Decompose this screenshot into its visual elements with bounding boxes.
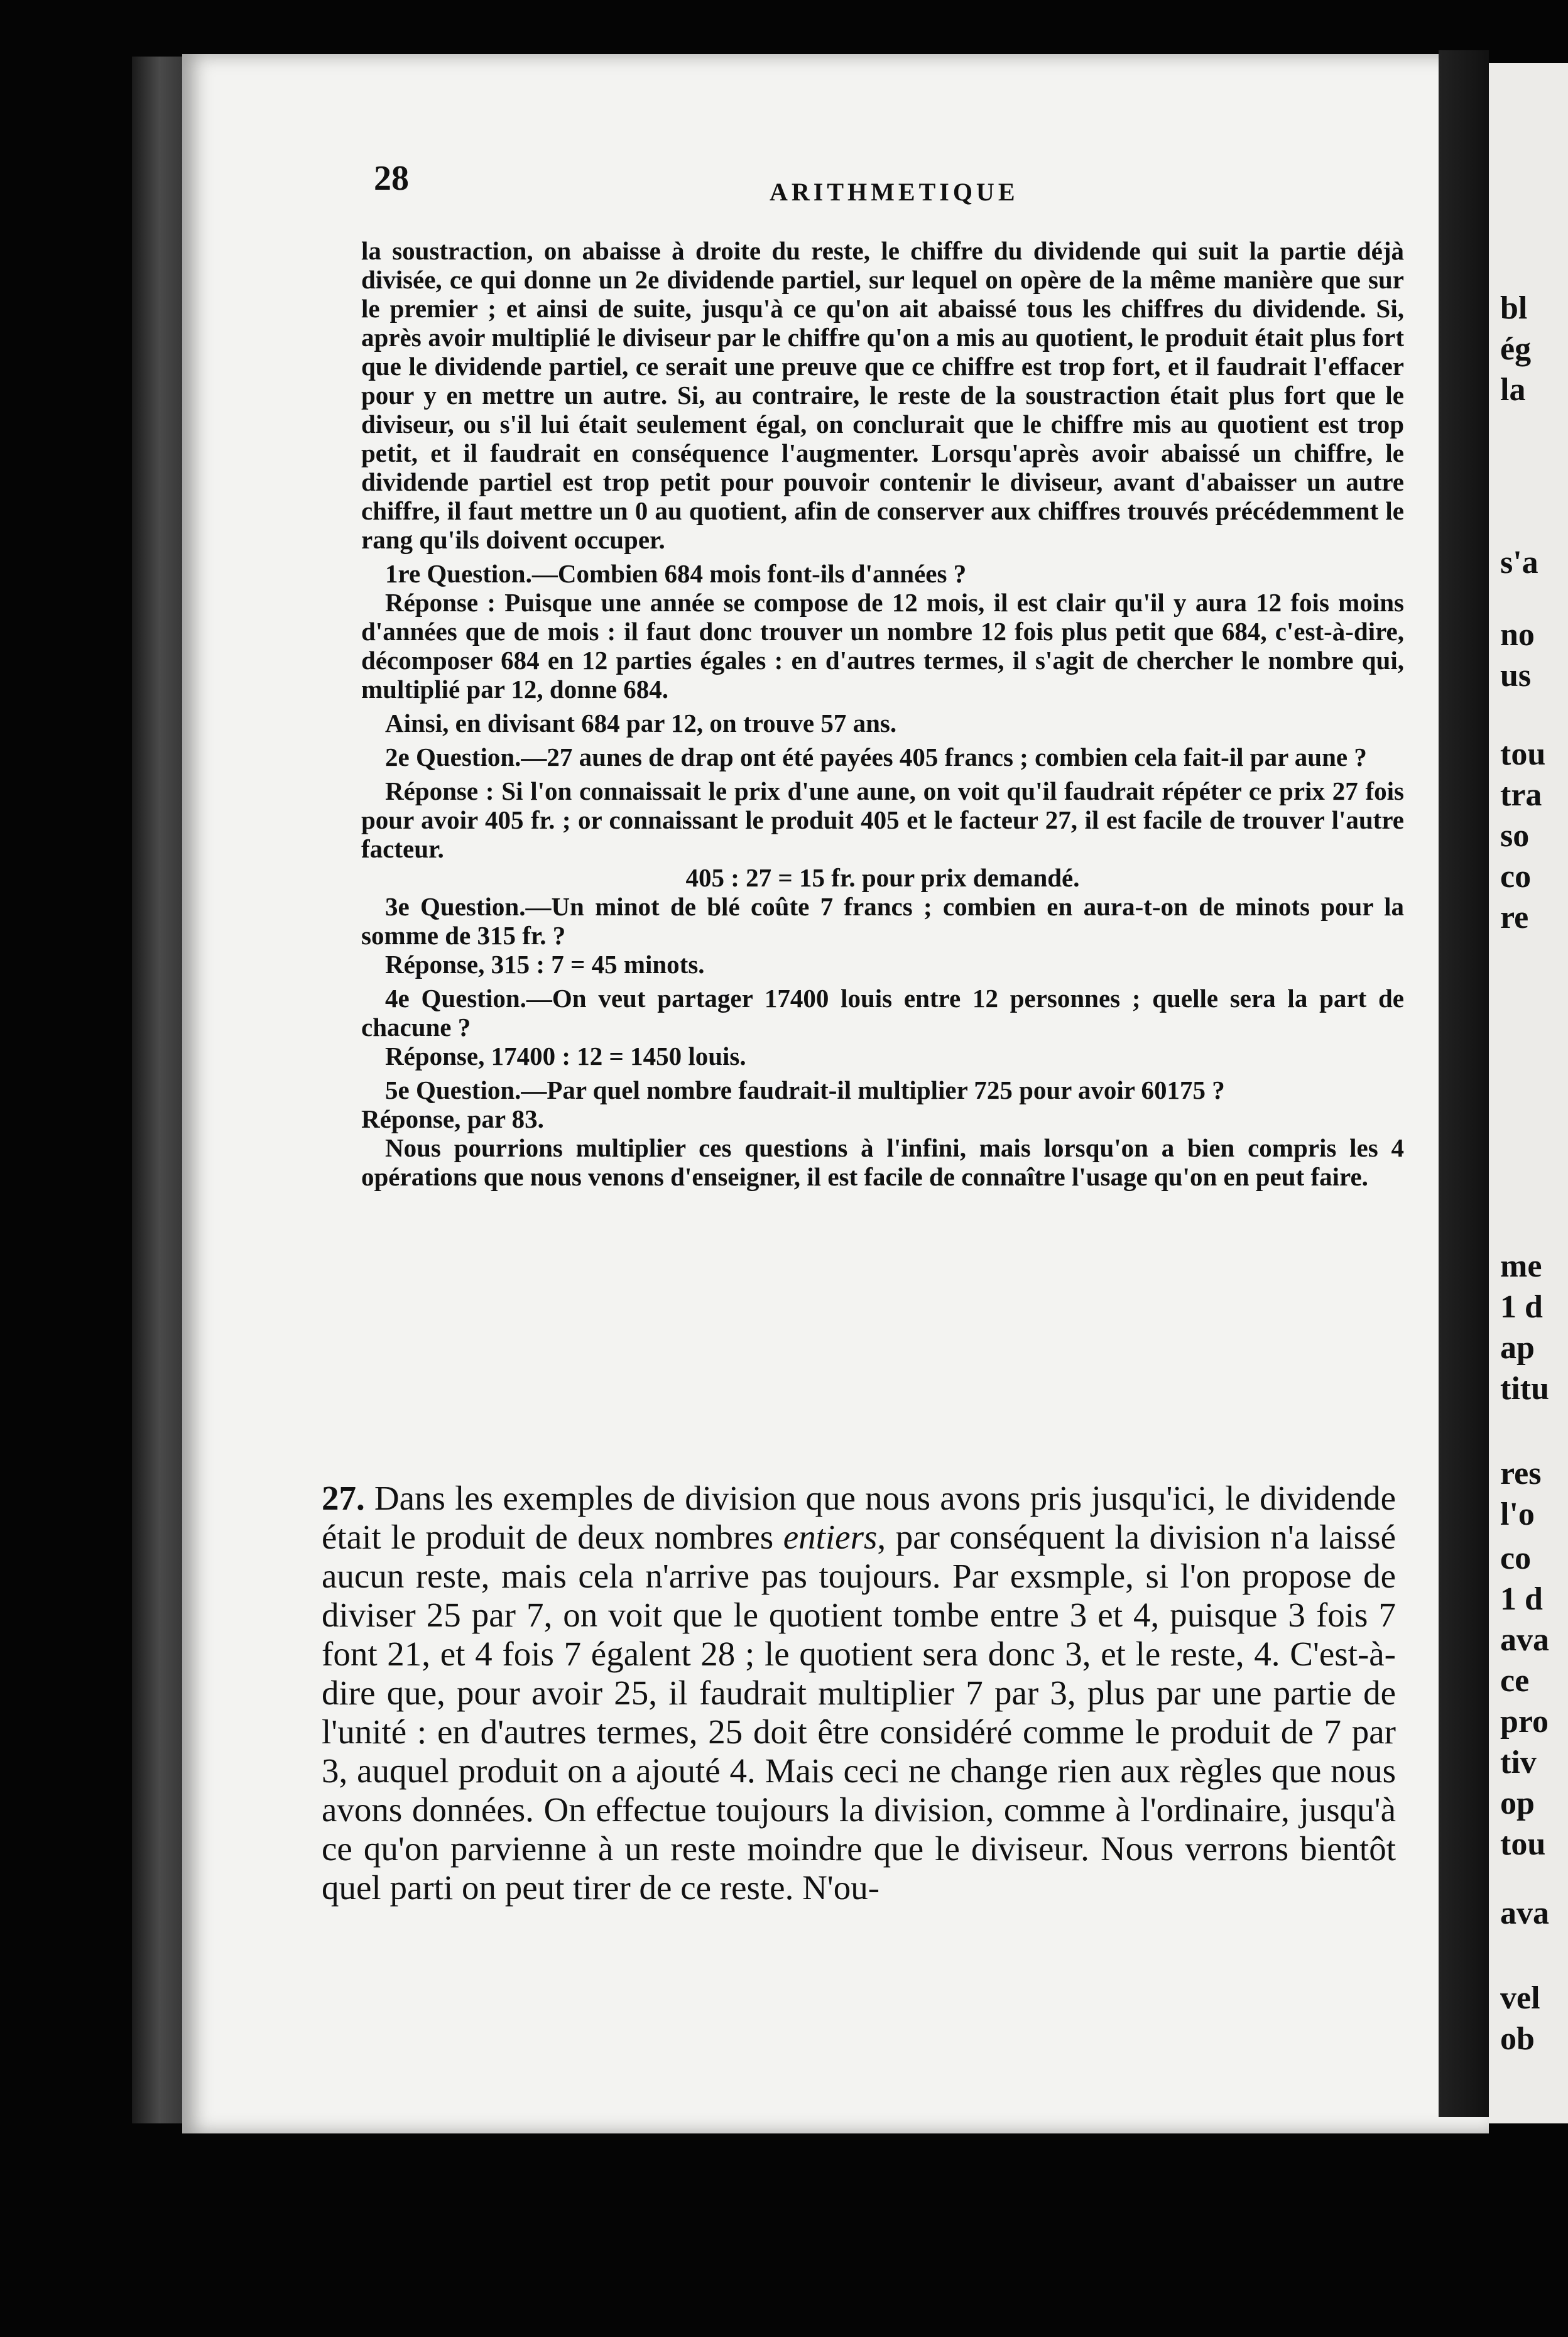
answer-2: Réponse : Si l'on connaissait le prix d'une aune, on voit qu'il faudrait répéter ce prix 27 fois pour avoir 405 fr. ; or connaissant le produit 405 et le facteur 27, il est facile de trouver l'autre facteur.	[361, 776, 1404, 863]
facing-fragment: ob	[1500, 2021, 1535, 2057]
facing-fragment: res	[1500, 1456, 1542, 1491]
facing-fragment: bl	[1500, 290, 1528, 326]
paragraph-division-rule: la soustraction, on abaisse à droite du reste, le chiffre du dividende qui suit la partie déjà divisée, ce qui donne un 2e dividende partiel, sur lequel on opère de la même manière que sur le premier ; et ainsi de suite, jusqu'à ce qu'on ait abaissé tous les chiffres du dividende. Si, après avoir multiplié le diviseur par le chiffre qu'on a mis au quotient, le produit était plus fort que le dividende partiel, ce serait une preuve que ce chiffre est trop fort, et il faudrait l'effacer pour y en mettre un autre. Si, au contraire, le reste de la soustraction était plus fort que le diviseur, ou s'il lui était seulement égal, on conclurait que le chiffre mis au quotient est trop petit, et il faudrait en conséquence l'augmenter. Lorsqu'après avoir abaissé un chiffre, le dividende partiel est trop petit pour pouvoir contenir le diviseur, avant d'abaisser un autre chiffre, il faut mettre un 0 au quotient, afin de conserver aux chiffres trouvés précédemment le rang qu'ils doivent occuper.	[361, 236, 1404, 554]
facing-fragment: l'o	[1500, 1496, 1535, 1532]
answer-1-result: Ainsi, en divisant 684 par 12, on trouve 57 ans.	[385, 709, 897, 738]
facing-fragment: s'a	[1500, 545, 1538, 580]
section-text-start: Dans les exemples de division que nous avons pris jusqu'ici, le dividende était le produit de deux nombres	[322, 1479, 1396, 1556]
facing-fragment: us	[1500, 658, 1532, 694]
question-5: 5e Question.—Par quel nombre faudrait-il multiplier 725 pour avoir 60175 ?	[385, 1076, 1225, 1104]
facing-fragment: vel	[1500, 1980, 1540, 2016]
question-2: 2e Question.—27 aunes de drap ont été payées 405 francs ; combien cela fait-il par aune ?	[385, 743, 1367, 771]
facing-fragment: 1 d	[1500, 1289, 1543, 1325]
facing-fragment: so	[1500, 818, 1530, 854]
facing-fragment: co	[1500, 859, 1532, 895]
section-number: 27.	[322, 1479, 365, 1517]
question-4: 4e Question.—On veut partager 17400 louis entre 12 personnes ; quelle sera la part de chacune ?	[361, 984, 1404, 1042]
facing-fragment: ce	[1500, 1663, 1530, 1699]
facing-fragment: tou	[1500, 1826, 1546, 1862]
book-page	[182, 54, 1489, 2133]
answer-5: Réponse, par 83.	[361, 1104, 544, 1133]
facing-fragment: la	[1500, 372, 1526, 408]
facing-fragment: no	[1500, 617, 1535, 653]
section-text-end: , par conséquent la division n'a laissé aucun reste, mais cela n'arrive pas toujours. Par exsmple, si l'on propose de diviser 25 par 7, on voit que le quotient tombe entre 3 et 4, puisque 3 fois 7 font 21, et 4 fois 7 égalent 28 ; le quotient sera donc 3, et le reste, 4. C'est-à-dire que, pour avoir 25, il faudrait multiplier 7 par 3, plus par une partie de l'unité : en d'autres termes, 25 doit être considéré comme le produit de 7 par 3, auquel produit on a ajouté 4. Mais ceci ne change rien aux règles que nous avons données. On effectue toujours la division, comme à l'ordinaire, jusqu'à ce qu'on parvienne à un reste moindre que le diviseur. Nous verrons bientôt quel parti on peut tirer de ce reste. N'ou-	[322, 1518, 1396, 1907]
facing-fragment: ap	[1500, 1330, 1535, 1366]
facing-fragment: 1 d	[1500, 1581, 1543, 1617]
question-3: 3e Question.—Un minot de blé coûte 7 francs ; combien en aura-t-on de minots pour la somme de 315 fr. ?	[361, 892, 1404, 950]
section-27-paragraph	[322, 1479, 1396, 1907]
page-number: 28	[374, 159, 409, 198]
question-1: 1re Question.—Combien 684 mois font-ils d'années ?	[385, 559, 967, 588]
facing-fragment: me	[1500, 1248, 1542, 1284]
section-emphasis: entiers	[783, 1518, 878, 1556]
running-title: ARITHMETIQUE	[770, 178, 1019, 206]
bottom-background	[182, 2136, 1489, 2337]
facing-fragment: tou	[1500, 736, 1546, 772]
facing-page-edge	[1489, 63, 1568, 2123]
section-27	[322, 1479, 1396, 1907]
upper-text-block	[361, 236, 1404, 1191]
answer-2-equation: 405 : 27 = 15 fr. pour prix demandé.	[685, 863, 1080, 892]
facing-fragment: tra	[1500, 777, 1542, 813]
facing-fragment: titu	[1500, 1371, 1549, 1407]
facing-fragment: op	[1500, 1785, 1535, 1821]
answer-3: Réponse, 315 : 7 = 45 minots.	[385, 950, 705, 979]
facing-fragment: ég	[1500, 331, 1532, 367]
facing-fragment: tiv	[1500, 1745, 1537, 1780]
page-gutter	[1439, 50, 1489, 2117]
answer-4: Réponse, 17400 : 12 = 1450 louis.	[385, 1042, 746, 1070]
facing-fragment: co	[1500, 1540, 1532, 1576]
facing-fragment: ava	[1500, 1895, 1549, 1931]
answer-1: Réponse : Puisque une année se compose de 12 mois, il est clair qu'il y aura 12 fois moins d'années que de mois : il faut donc trouver un nombre 12 fois plus petit que 684, c'est-à-dire, décomposer 684 en 12 parties égales : en d'autres termes, il s'agit de chercher le nombre qui, multiplié par 12, donne 684.	[361, 588, 1404, 704]
closing-remark: Nous pourrions multiplier ces questions à l'infini, mais lorsqu'on a bien compris les 4 opérations que nous venons d'enseigner, il est facile de connaître l'usage qu'on en peut faire.	[361, 1133, 1404, 1191]
facing-fragment: ava	[1500, 1622, 1549, 1658]
facing-fragment: re	[1500, 900, 1529, 935]
facing-fragment: pro	[1500, 1704, 1549, 1740]
